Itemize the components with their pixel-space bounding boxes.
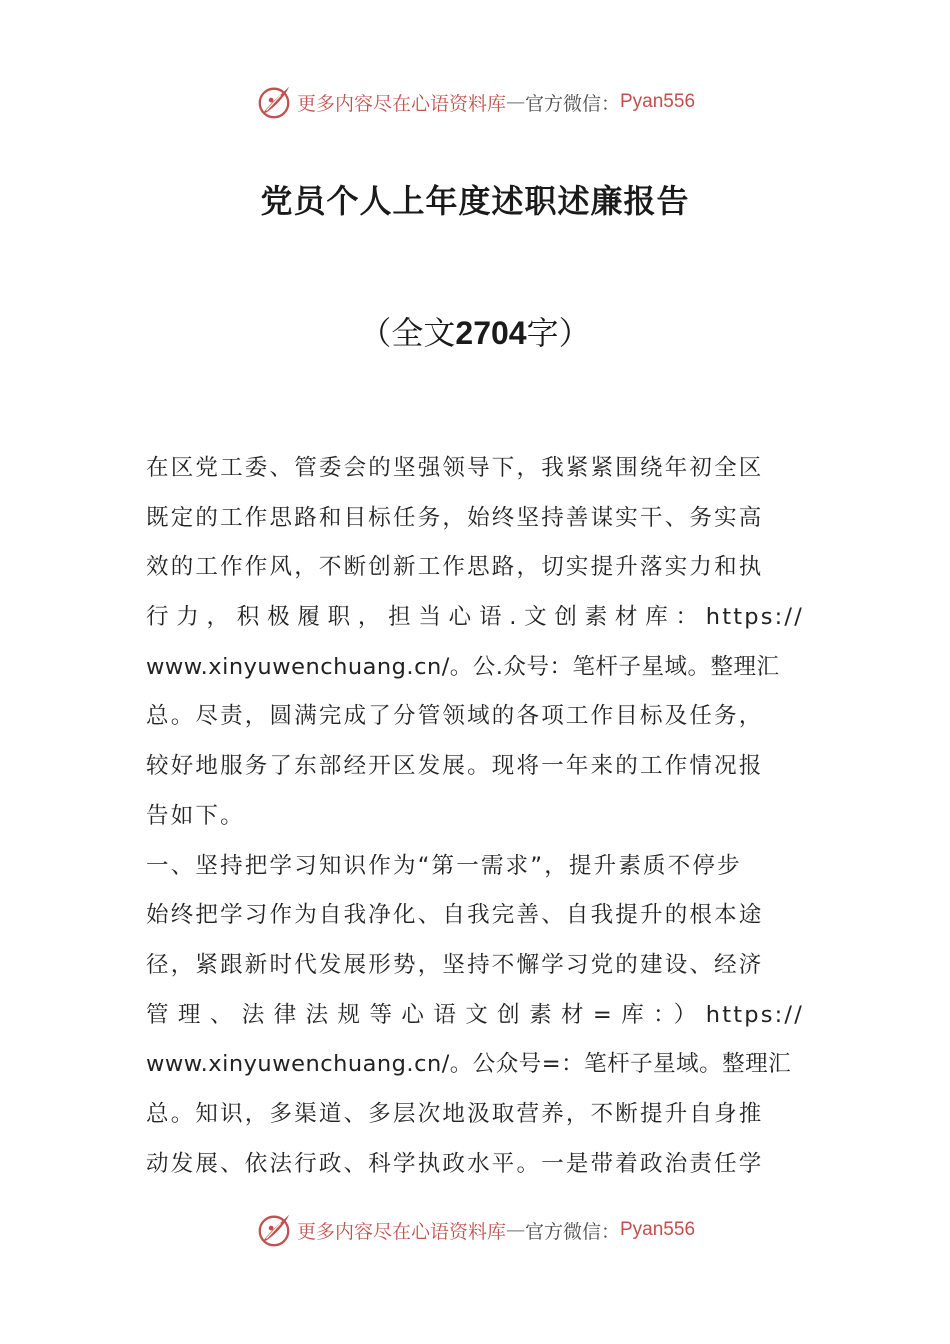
banner-wechat-id: Pyan556 (620, 91, 696, 112)
watermark-banner-bottom (0, 1210, 950, 1250)
banner-separator: — (505, 91, 525, 113)
body-line: 告如下。 (146, 802, 245, 829)
watermark-banner-top (0, 82, 950, 122)
banner-wechat-id: Pyan556 (620, 1219, 696, 1240)
body-line: www.xinyuwenchuang.cn/。公.众号：笔杆子星域。整理汇 (146, 653, 780, 680)
section-heading: 一、坚持把学习知识作为“第一需求”，提升素质不停步 (146, 852, 742, 879)
body-line: 动发展、依法行政、科学执政水平。一是带着政治责任学 (146, 1150, 764, 1177)
body-line: 较好地服务了东部经开区发展。现将一年来的工作情况报 (146, 753, 764, 780)
body-line: 总。尽责，圆满完成了分管领域的各项工作目标及任务， (146, 703, 764, 730)
body-line: www.xinyuwenchuang.cn/。公众号=：笔杆子星域。整理汇 (146, 1051, 792, 1078)
subtitle-open: （全文 (359, 314, 456, 352)
banner-content (255, 1211, 695, 1249)
body-line: 在区党工委、管委会的坚强领导下，我紧紧围绕年初全区 (146, 455, 764, 481)
word-count-subtitle (0, 308, 950, 354)
body-line: 始终把学习作为自我净化、自我完善、自我提升的根本途 (146, 902, 764, 929)
subtitle-close: 字） (526, 314, 591, 352)
body-line: 总。知识，多渠道、多层次地汲取营养，不断提升自身推 (146, 1100, 764, 1127)
banner-text: 更多内容尽在心语资料库 (296, 92, 506, 115)
document-body (146, 444, 804, 1189)
banner-contact-label: 官方微信： (524, 92, 620, 115)
banner-separator: — (505, 1219, 525, 1241)
document-title: 党员个人上年度述职述廉报告 (260, 182, 690, 220)
word-count-number: 2704 (455, 315, 527, 351)
body-line: 径，紧跟新时代发展形势，坚持不懈学习党的建设、经济 (146, 951, 764, 978)
body-line: 既定的工作思路和目标任务，始终坚持善谋实干、务实高 (146, 504, 764, 531)
quill-logo-icon (255, 83, 293, 121)
banner-contact-label: 官方微信： (524, 1220, 620, 1243)
body-line: 管理、法律法规等心语文创素材=库：）https:// (146, 1001, 804, 1028)
quill-logo-icon (255, 1211, 293, 1249)
body-line: 效的工作作风，不断创新工作思路，切实提升落实力和执 (146, 554, 764, 581)
body-line: 行力，积极履职，担当心语.文创素材库：https:// (146, 604, 804, 631)
banner-text: 更多内容尽在心语资料库 (296, 1220, 506, 1243)
banner-content (255, 83, 695, 121)
